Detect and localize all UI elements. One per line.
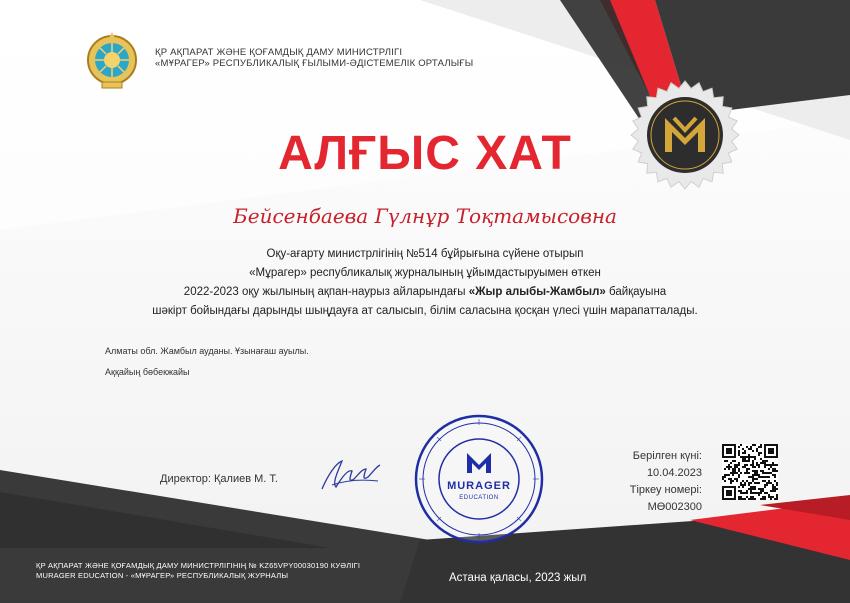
footer-license (36, 561, 360, 581)
page-title: АЛҒЫС ХАТ (278, 127, 572, 180)
award-text-line3 (0, 283, 850, 302)
issue-date: 10.04.2023 (646, 467, 702, 479)
address-line2: Аққайың бөбекжайы (105, 367, 190, 377)
ministry-line1: ҚР АҚПАРАТ ЖӘНЕ ҚОҒАМДЫҚ ДАМУ МИНИСТРЛІГІ (155, 47, 403, 58)
footer-city-year: Астана қаласы, 2023 жыл (449, 572, 587, 584)
kazakhstan-emblem-icon (86, 32, 138, 90)
ministry-line2: «МҰРАГЕР» РЕСПУБЛИКАЛЫҚ ҒЫЛЫМИ-ӘДІСТЕМЕЛІК ОРТАЛЫҒЫ (155, 58, 474, 69)
award-text-line2: «Мұрагер» республикалық журналының ұйымдастыруымен өткен (249, 267, 601, 279)
stamp-brand: MURAGER (447, 480, 511, 492)
award-text-line3-post: байқауына (605, 286, 667, 298)
footer-line1: ҚР АҚПАРАТ ЖӘНЕ ҚОҒАМДЫҚ ДАМУ МИНИСТРЛІГІНІҢ № KZ65VPY00030190 КУӘЛІГІ (36, 561, 361, 570)
qr-code-icon[interactable] (722, 444, 778, 500)
contest-name: «Жыр алыбы-Жамбыл» (468, 286, 606, 298)
ministry-header (155, 47, 473, 69)
signature-icon (318, 455, 384, 495)
stamp-sub: EDUCATION (459, 495, 499, 501)
award-text-line3-pre: 2022-2023 оқу жылының ақпан-наурыз айларындағы (183, 286, 469, 298)
footer-line2: MURAGER EDUCATION - «МҰРАГЕР» РЕСПУБЛИКАЛЫҚ ЖУРНАЛЫ (36, 571, 289, 580)
issue-info (602, 448, 702, 516)
recipient-name: Бейсенбаева Гүлнұр Тоқтамысовна (233, 204, 617, 228)
award-text (0, 245, 850, 321)
recipient-address (105, 341, 309, 383)
address-line1: Алматы обл. Жамбыл ауданы. Ұзынағаш ауылы. (105, 346, 309, 356)
registration-label: Тіркеу номері: (629, 484, 702, 496)
registration-number: МӨ002300 (647, 501, 702, 513)
director-label: Директор: Қалиев М. Т. (160, 473, 278, 485)
award-text-line1: Оқу-ағарту министрлігінің №514 бұйрығына сүйене отырып (266, 248, 584, 260)
official-stamp (413, 413, 545, 545)
award-text-line4: шәкірт бойындағы дарынды шыңдауға ат салысып, білім саласына қосқан үлесі үшін марапатталады. (152, 305, 698, 317)
issue-date-label: Берілген күні: (632, 450, 702, 462)
